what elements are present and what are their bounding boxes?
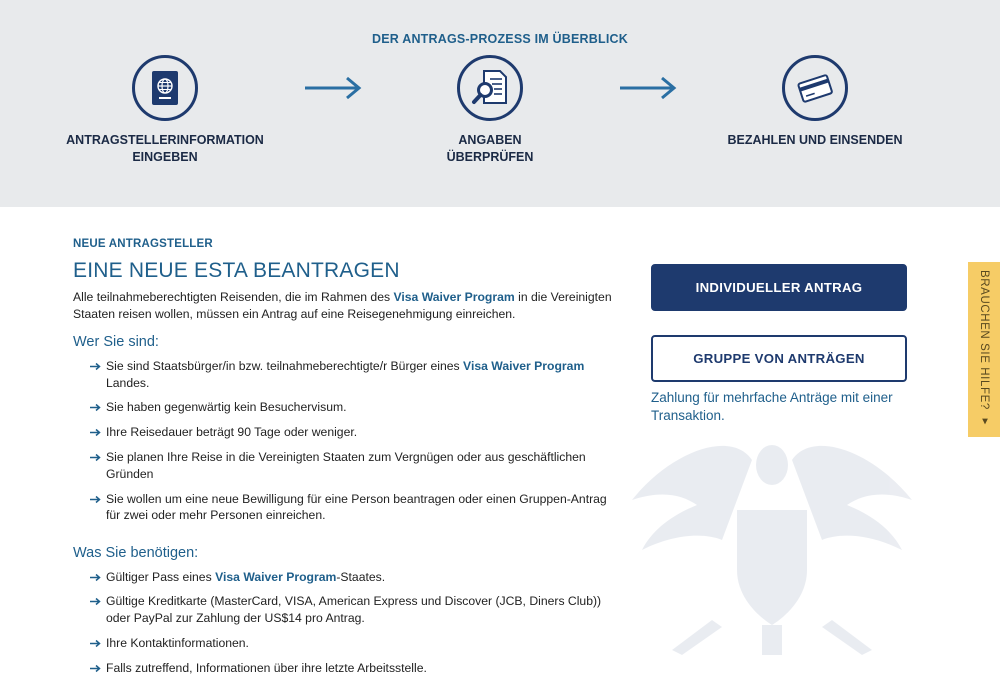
who-item-text: Sie planen Ihre Reise in die Vereinigten Staaten zum Vergnügen oder aus geschäftlichen Gründen bbox=[106, 450, 586, 481]
document-search-icon bbox=[472, 69, 508, 107]
list-item bbox=[90, 593, 618, 626]
arrow-bullet-icon bbox=[90, 362, 101, 371]
step-pay-submit bbox=[695, 55, 935, 149]
step-1-line1: ANTRAGSTELLERINFORMATION bbox=[66, 133, 264, 147]
who-item-text: Sie haben gegenwärtig kein Besuchervisum. bbox=[106, 400, 347, 415]
step-2-label bbox=[370, 132, 610, 166]
credit-card-icon bbox=[796, 73, 834, 103]
arrow-bullet-icon bbox=[90, 573, 101, 582]
list-item bbox=[90, 660, 618, 677]
group-application-button[interactable]: GRUPPE VON ANTRÄGEN bbox=[651, 335, 907, 382]
intro-text bbox=[73, 289, 618, 322]
process-title: DER ANTRAGS-PROZESS IM ÜBERBLICK bbox=[372, 32, 628, 46]
list-item bbox=[90, 635, 618, 652]
arrow-bullet-icon bbox=[90, 403, 101, 412]
group-note: Zahlung für mehrfache Anträge mit einer Transaktion. bbox=[651, 390, 893, 423]
need-heading: Was Sie benötigen: bbox=[73, 544, 199, 561]
step-2-line2: ÜBERPRÜFEN bbox=[446, 150, 534, 164]
help-tab[interactable] bbox=[968, 262, 1000, 437]
step-2-circle bbox=[457, 55, 523, 121]
help-tab-label: BRAUCHEN SIE HILFE? ▾ bbox=[978, 270, 990, 429]
who-item-text: Sie wollen um eine neue Bewilligung für eine Person beantragen oder einen Gruppen-Antrag für zwei oder mehr Personen einreichen. bbox=[106, 491, 607, 523]
need-item-before: Gültiger Pass eines bbox=[106, 569, 216, 584]
individual-application-button[interactable]: INDIVIDUELLER ANTRAG bbox=[651, 264, 907, 311]
eagle-seal-watermark bbox=[612, 420, 932, 670]
process-overview bbox=[0, 0, 1000, 207]
who-heading: Wer Sie sind: bbox=[73, 334, 159, 350]
need-item-text: Falls zutreffend, Informationen über ihre letzte Arbeitsstelle. bbox=[106, 660, 427, 675]
step-3-label bbox=[695, 132, 935, 149]
need-item-text: Ihre Kontaktinformationen. bbox=[106, 635, 249, 650]
arrow-bullet-icon bbox=[90, 597, 101, 606]
list-item bbox=[90, 358, 618, 391]
arrow-bullet-icon bbox=[90, 428, 101, 437]
intro-after: in die Vereinigten Staaten reisen wollen, müssen ein Antrag auf eine Reisegenehmigung einreichen. bbox=[73, 290, 612, 321]
need-list bbox=[90, 569, 618, 677]
step-1-line2: EINGEBEN bbox=[132, 150, 198, 164]
step-2-line1: ANGABEN bbox=[458, 133, 522, 147]
arrow-bullet-icon bbox=[90, 664, 101, 673]
step-applicant-info bbox=[45, 55, 285, 166]
section-eyebrow: NEUE ANTRAGSTELLER bbox=[73, 238, 213, 250]
who-item-before: Sie sind Staatsbürger/in bzw. teilnahmeberechtigte/r Bürger eines bbox=[106, 359, 464, 373]
who-item-bold: Visa Waiver Program bbox=[463, 359, 585, 373]
list-item bbox=[90, 399, 618, 416]
who-item-text: Ihre Reisedauer beträgt 90 Tage oder weniger. bbox=[106, 425, 358, 440]
passport-icon bbox=[150, 70, 180, 106]
arrow-right-icon bbox=[303, 76, 363, 100]
list-item bbox=[90, 491, 618, 524]
arrow-bullet-icon bbox=[90, 453, 101, 462]
who-list bbox=[90, 358, 618, 524]
need-item-text: Gültige Kreditkarte (MasterCard, VISA, American Express und Discover (JCB, Diners Club)) oder PayPal zur Zahlung der US$14 pro Antrag. bbox=[106, 594, 602, 625]
main-content bbox=[73, 238, 618, 685]
list-item bbox=[90, 424, 618, 441]
need-item-bold: Visa Waiver Program bbox=[215, 569, 337, 584]
intro-before: Alle teilnahmeberechtigten Reisenden, die im Rahmen des bbox=[73, 290, 394, 304]
step-1-label bbox=[45, 132, 285, 166]
arrow-right-icon bbox=[618, 76, 678, 100]
page-title: EINE NEUE ESTA BEANTRAGEN bbox=[73, 259, 400, 282]
list-item bbox=[90, 569, 618, 586]
who-item-after: Landes. bbox=[106, 375, 150, 390]
step-3-line1: BEZAHLEN UND EINSENDEN bbox=[727, 133, 903, 147]
arrow-bullet-icon bbox=[90, 495, 101, 504]
list-item bbox=[90, 449, 618, 482]
step-review bbox=[370, 55, 610, 166]
intro-bold: Visa Waiver Program bbox=[393, 290, 515, 304]
step-3-circle bbox=[782, 55, 848, 121]
arrow-bullet-icon bbox=[90, 639, 101, 648]
step-1-circle bbox=[132, 55, 198, 121]
need-item-after: -Staates. bbox=[336, 569, 386, 584]
